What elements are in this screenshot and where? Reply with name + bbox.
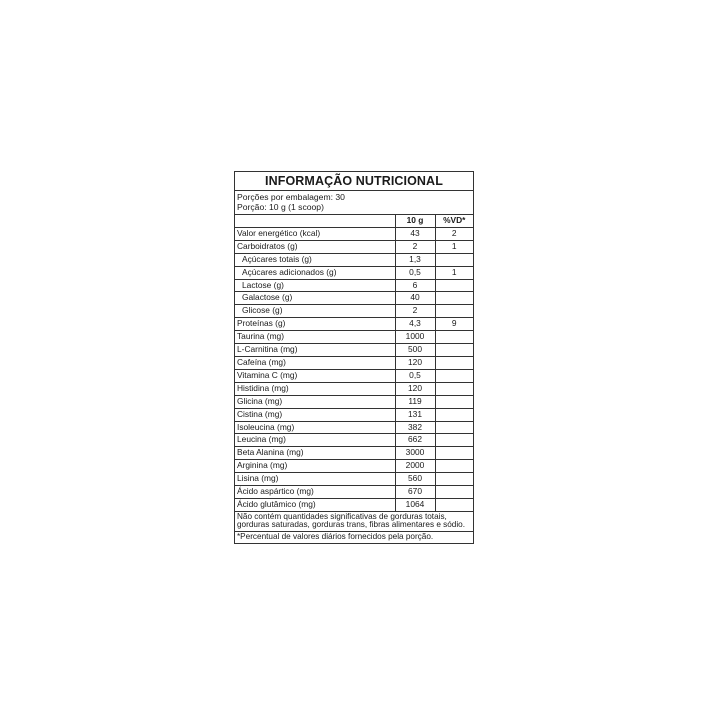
table-row — [235, 498, 473, 510]
table-row — [235, 447, 473, 460]
nutrient-name: Isoleucina (mg) — [235, 421, 395, 434]
nutrient-qty: 500 — [395, 344, 435, 357]
table-row — [235, 240, 473, 253]
footer-line-1: Não contém quantidades significativas de gorduras totais, — [237, 511, 447, 521]
table-row — [235, 266, 473, 279]
servings-per-package: Porções por embalagem: 30 — [237, 192, 345, 202]
nutrient-qty: 662 — [395, 434, 435, 447]
nutrient-qty: 1,3 — [395, 253, 435, 266]
table-row — [235, 395, 473, 408]
nutrient-vd — [435, 460, 473, 473]
nutrient-vd — [435, 382, 473, 395]
nutrient-vd — [435, 447, 473, 460]
nutrient-qty: 4,3 — [395, 318, 435, 331]
table-row — [235, 279, 473, 292]
nutrient-vd — [435, 369, 473, 382]
nutrient-name: Ácido glutâmico (mg) — [235, 498, 395, 510]
nutrient-name: Glicose (g) — [235, 305, 395, 318]
nutrient-name: Carboidratos (g) — [235, 240, 395, 253]
nutrient-qty: 3000 — [395, 447, 435, 460]
nutrient-vd — [435, 253, 473, 266]
nutrient-qty: 560 — [395, 473, 435, 486]
table-row — [235, 434, 473, 447]
nutrient-name: Arginina (mg) — [235, 460, 395, 473]
nutrient-vd: 2 — [435, 227, 473, 240]
nutrient-vd — [435, 421, 473, 434]
nutrient-vd — [435, 486, 473, 499]
nutrient-vd: 1 — [435, 240, 473, 253]
nutrient-vd — [435, 305, 473, 318]
nutrient-qty: 382 — [395, 421, 435, 434]
label-footnote: *Percentual de valores diários fornecidos pela porção. — [235, 531, 473, 543]
nutrient-qty: 40 — [395, 292, 435, 305]
table-row — [235, 318, 473, 331]
table-row — [235, 305, 473, 318]
nutrient-name: L-Carnitina (mg) — [235, 344, 395, 357]
nutrient-name: Beta Alanina (mg) — [235, 447, 395, 460]
header-vd: %VD* — [435, 215, 473, 227]
nutrient-qty: 119 — [395, 395, 435, 408]
serving-info — [235, 191, 473, 215]
table-row — [235, 460, 473, 473]
nutrient-vd — [435, 356, 473, 369]
nutrient-name: Glicina (mg) — [235, 395, 395, 408]
nutrient-name: Lactose (g) — [235, 279, 395, 292]
nutrient-name: Galactose (g) — [235, 292, 395, 305]
nutrient-name: Leucina (mg) — [235, 434, 395, 447]
nutrient-vd — [435, 473, 473, 486]
nutrient-name: Açúcares adicionados (g) — [235, 266, 395, 279]
nutrient-name: Açúcares totais (g) — [235, 253, 395, 266]
nutrient-vd — [435, 344, 473, 357]
table-row — [235, 473, 473, 486]
nutrient-qty: 2 — [395, 240, 435, 253]
footer-line-2: gorduras saturadas, gorduras trans, fibras alimentares e sódio. — [237, 520, 466, 530]
table-row — [235, 369, 473, 382]
nutrient-name: Proteínas (g) — [235, 318, 395, 331]
table-row — [235, 253, 473, 266]
table-header-row — [235, 215, 473, 227]
label-title: INFORMAÇÃO NUTRICIONAL — [235, 172, 473, 191]
table-row — [235, 331, 473, 344]
table-row — [235, 421, 473, 434]
table-row — [235, 382, 473, 395]
table-row — [235, 292, 473, 305]
nutrient-qty: 120 — [395, 382, 435, 395]
table-row — [235, 227, 473, 240]
nutrient-vd: 9 — [435, 318, 473, 331]
nutrient-qty: 2000 — [395, 460, 435, 473]
nutrition-label — [234, 171, 474, 544]
table-row — [235, 356, 473, 369]
nutrient-name: Valor energético (kcal) — [235, 227, 395, 240]
header-qty: 10 g — [395, 215, 435, 227]
nutrient-vd — [435, 331, 473, 344]
nutrient-name: Histidina (mg) — [235, 382, 395, 395]
nutrient-qty: 131 — [395, 408, 435, 421]
nutrient-vd — [435, 292, 473, 305]
nutrient-qty: 2 — [395, 305, 435, 318]
nutrient-name: Cistina (mg) — [235, 408, 395, 421]
nutrient-name: Lisina (mg) — [235, 473, 395, 486]
nutrient-qty: 0,5 — [395, 266, 435, 279]
nutrient-table — [235, 215, 473, 511]
nutrient-vd — [435, 498, 473, 510]
nutrient-qty: 0,5 — [395, 369, 435, 382]
nutrient-qty: 43 — [395, 227, 435, 240]
table-row — [235, 408, 473, 421]
serving-size: Porção: 10 g (1 scoop) — [237, 202, 324, 212]
nutrient-name: Vitamina C (mg) — [235, 369, 395, 382]
nutrient-name: Cafeína (mg) — [235, 356, 395, 369]
nutrient-vd — [435, 408, 473, 421]
table-row — [235, 344, 473, 357]
table-row — [235, 486, 473, 499]
nutrient-qty: 6 — [395, 279, 435, 292]
nutrient-name: Taurina (mg) — [235, 331, 395, 344]
nutrient-qty: 1000 — [395, 331, 435, 344]
nutrient-vd — [435, 395, 473, 408]
header-nutrient — [235, 215, 395, 227]
nutrient-vd — [435, 279, 473, 292]
label-footer — [235, 511, 473, 531]
nutrient-name: Ácido aspártico (mg) — [235, 486, 395, 499]
nutrient-vd: 1 — [435, 266, 473, 279]
nutrient-vd — [435, 434, 473, 447]
nutrient-qty: 120 — [395, 356, 435, 369]
nutrient-qty: 670 — [395, 486, 435, 499]
nutrient-qty: 1064 — [395, 498, 435, 510]
